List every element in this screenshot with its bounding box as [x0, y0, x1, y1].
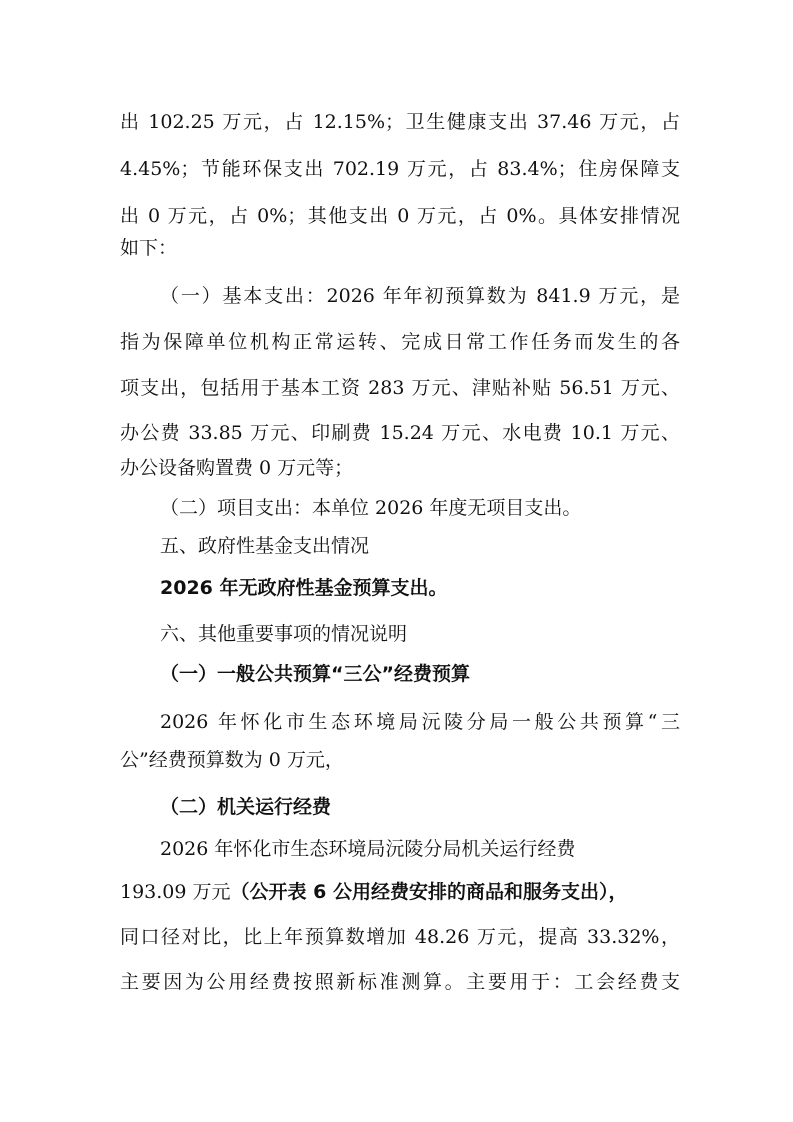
paragraph-line-2: 4.45%；节能环保支出 702.19 万元，占 83.4%；住房保障支: [120, 158, 680, 180]
subheading-three-public-budget: （一）一般公共预算“三公”经费预算: [160, 663, 470, 685]
government-fund-statement: 2026 年无政府性基金预算支出。: [160, 577, 448, 599]
basic-expenditure-line-5: 办公设备购置费 0 万元等；: [120, 457, 354, 479]
operating-expenses-amount: 193.09 万元: [120, 881, 231, 903]
paragraph-line-3: 出 0 万元，占 0%；其他支出 0 万元，占 0%。具体安排情况: [120, 205, 680, 227]
three-public-line-2: 公”经费预算数为 0 万元，: [120, 749, 344, 771]
paragraph-line-4: 如下：: [120, 237, 178, 259]
basic-expenditure-line-1: （一）基本支出：2026 年年初预算数为 841.9 万元，是: [160, 285, 680, 307]
project-expenditure-line: （二）项目支出：本单位 2026 年度无项目支出。: [160, 497, 582, 519]
section-heading-other-matters: 六、其他重要事项的情况说明: [160, 623, 408, 645]
paragraph-line-1: 出 102.25 万元，占 12.15%；卫生健康支出 37.46 万元，占: [120, 111, 680, 133]
basic-expenditure-line-4: 办公费 33.85 万元、印刷费 15.24 万元、水电费 10.1 万元、: [120, 422, 680, 444]
three-public-line-1: 2026 年怀化市生态环境局沅陵分局一般公共预算“三: [160, 711, 680, 733]
operating-expenses-line-4: 主要因为公用经费按照新标准测算。主要用于：工会经费支: [120, 971, 680, 993]
operating-expenses-line-3: 同口径对比，比上年预算数增加 48.26 万元，提高 33.32%，: [120, 926, 680, 948]
operating-expenses-line-1: 2026 年怀化市生态环境局沅陵分局机关运行经费: [160, 838, 576, 860]
basic-expenditure-line-3: 项支出，包括用于基本工资 283 万元、津贴补贴 56.51 万元、: [120, 377, 680, 399]
basic-expenditure-line-2: 指为保障单位机构正常运转、完成日常工作任务而发生的各: [120, 331, 680, 353]
subheading-operating-expenses: （二）机关运行经费: [160, 796, 332, 818]
section-heading-government-fund: 五、政府性基金支出情况: [160, 535, 370, 557]
operating-expenses-line-2: [120, 880, 680, 904]
operating-expenses-note: （公开表 6 公用经费安排的商品和服务支出），: [230, 881, 628, 903]
